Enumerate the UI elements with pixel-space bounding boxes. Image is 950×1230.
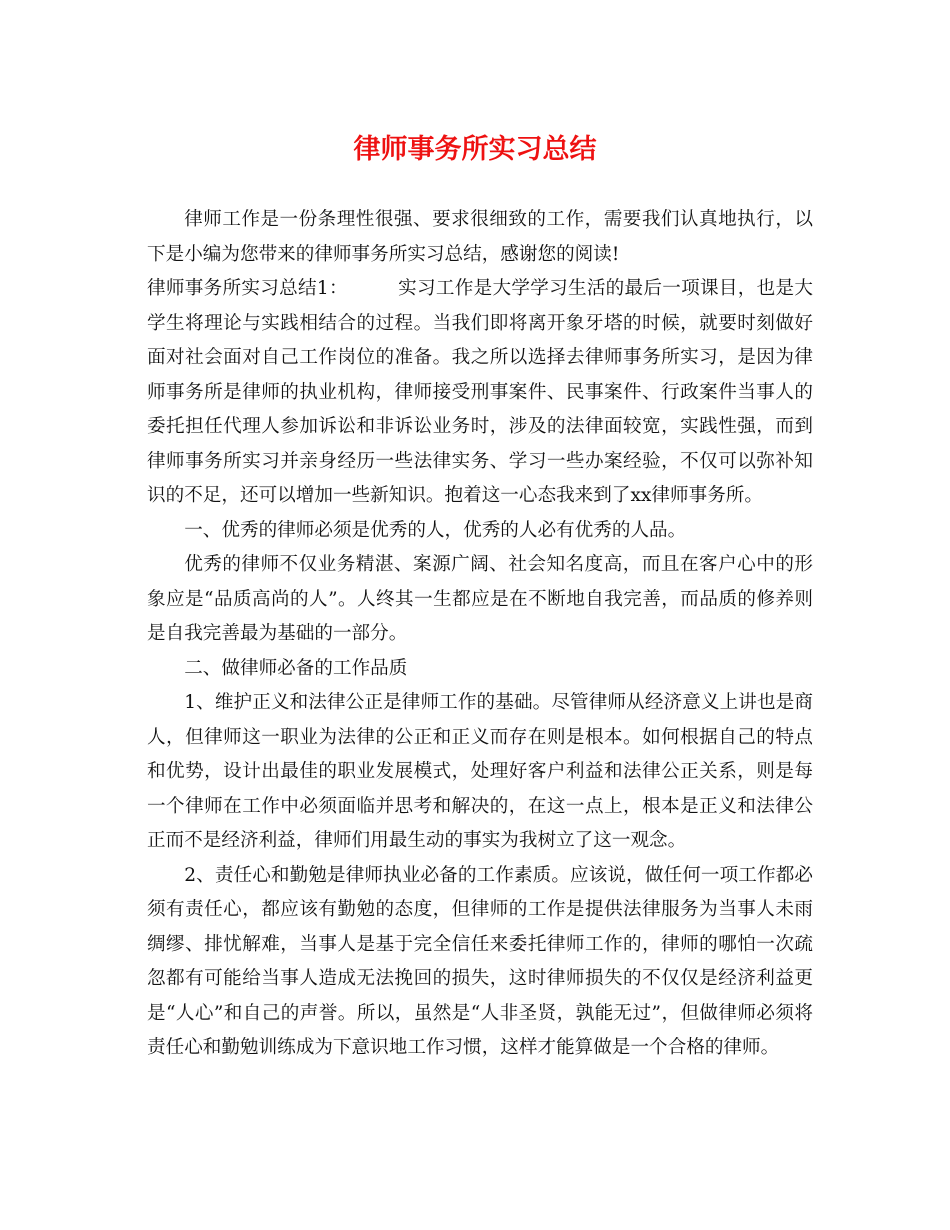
body-paragraph: 2、责任心和勤勉是律师执业必备的工作素质。应该说，做任何一项工作都必须有责任心，都应该有勤勉的态度，但律师的工作是提供法律服务为当事人未雨绸缪、排忧解难，当事人是基于完全信任来委托律师工作的，律师的哪怕一次疏忽都有可能给当事人造成无法挽回的损失，这时律师损失的不仅仅是经济利益更是“人心”和自己的声誉。所以，虽然是“人非圣贤，孰能无过”，但做律师必须将责任心和勤勉训练成为下意识地工作习惯，这样才能算做是一个合格的律师。 [147,864,813,1058]
document-body [147,203,813,1066]
intro-paragraph: 律师工作是一份条理性很强、要求很细致的工作，需要我们认真地执行，以下是小编为您带来的律师事务所实习总结，感谢您的阅读! [147,209,813,265]
body-paragraph: 优秀的律师不仅业务精湛、案源广阔、社会知名度高，而且在客户心中的形象应是“品质高尚的人”。人终其一生都应是在不断地自我完善，而品质的修养则是自我完善最为基础的一部分。 [147,554,813,644]
body-paragraph: 1、维护正义和法律公正是律师工作的基础。尽管律师从经济意义上讲也是商人，但律师这一职业为法律的公正和正义而存在则是根本。如何根据自己的特点和优势，设计出最佳的职业发展模式，处理好客户利益和法律公正关系，则是每一个律师在工作中必须面临并思考和解决的，在这一点上，根本是正义和法律公正而不是经济利益，律师们用最生动的事实为我树立了这一观念。 [147,692,813,851]
section-paragraph [147,272,813,514]
document-title: 律师事务所实习总结 [353,134,597,165]
body-paragraph: 二、做律师必备的工作品质 [184,657,408,679]
section-label: 律师事务所实习总结1： [147,278,348,299]
section-body: 实习工作是大学学习生活的最后一项课目，也是大学生将理论与实践相结合的过程。当我们即将离开象牙塔的时候，就要时刻做好面对社会面对自己工作岗位的准备。我之所以选择去律师事务所实习，是因为律师事务所是律师的执业机构，律师接受刑事案件、民事案件、行政案件当事人的委托担任代理人参加诉讼和非诉讼业务时，涉及的法律面较宽，实践性强，而到律师事务所实习并亲身经历一些法律实务、学习一些办案经验，不仅可以弥补知识的不足，还可以增加一些新知识。抱着这一心态我来到了xx律师事务所。 [147,278,813,506]
body-paragraph: 一、优秀的律师必须是优秀的人，优秀的人必有优秀的人品。 [184,519,687,541]
